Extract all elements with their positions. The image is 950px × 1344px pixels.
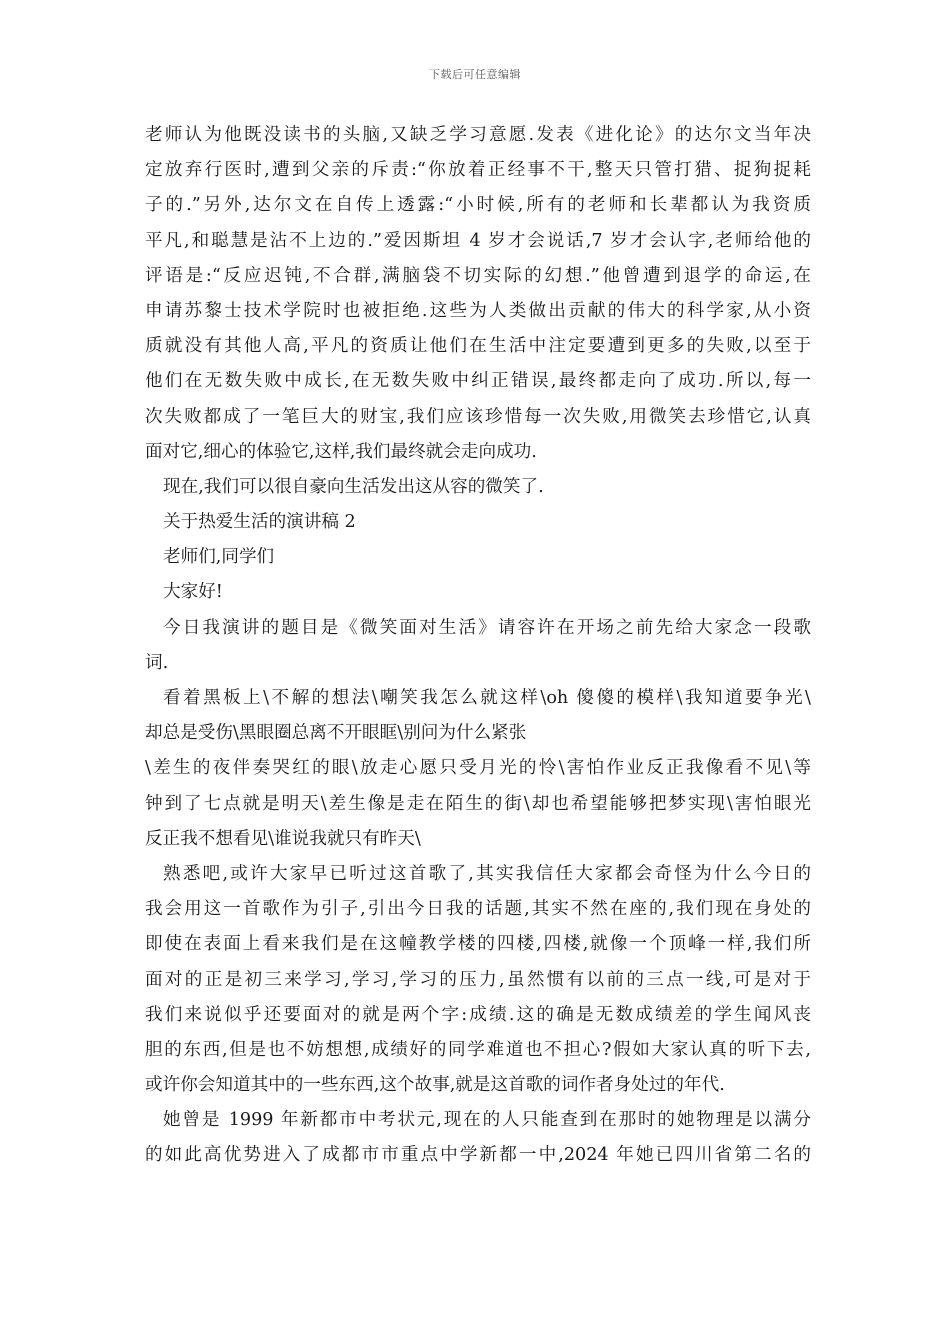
text-line: 她曾是 1999 年新都市中考状元,现在的人只能查到在那时的她物理是以满分 — [163, 1110, 811, 1131]
text-line: 熟悉吧,或许大家早已听过这首歌了,其实我信任大家都会奇怪为什么今日的 — [163, 863, 811, 884]
text-line: 即使在表面上看来我们是在这幢教学楼的四楼,四楼,就像一个顶峰一样,我们所 — [145, 934, 811, 955]
text-line: 胆的东西,但是也不妨想想,成绩好的同学难道也不担心?假如大家认真的听下去, — [145, 1039, 811, 1060]
text-line: 却总是受伤\黑眼圈总离不开眼眶\别问为什么紧张 — [145, 723, 527, 744]
page-header: 下载后可任意编辑 — [429, 68, 521, 81]
text-line: 面对它,细心的体验它,这样,我们最终就会走向成功. — [145, 441, 537, 462]
text-line: 词. — [145, 652, 169, 673]
text-line: 老师们,同学们 — [163, 547, 275, 568]
body-text — [145, 118, 811, 1174]
text-line: 我们来说似乎还要面对的就是两个字:成绩.这的确是无数成绩差的学生闻风丧 — [145, 1004, 811, 1025]
text-line: 评语是:“反应迟钝,不合群,满脑袋不切实际的幻想.”他曾遭到退学的命运,在 — [145, 265, 811, 286]
text-line: 平凡,和聪慧是沾不上边的.”爱因斯坦 4 岁才会说话,7 岁才会认字,老师给他的 — [145, 230, 811, 251]
text-line: 老师认为他既没读书的头脑,又缺乏学习意愿.发表《进化论》的达尔文当年决 — [145, 125, 811, 145]
text-line: 今日我演讲的题目是《微笑面对生活》请容许在开场之前先给大家念一段歌 — [163, 617, 811, 638]
text-line: 现在,我们可以很自豪向生活发出这从容的微笑了. — [163, 476, 544, 497]
text-line: 面对的正是初三来学习,学习,学习的压力,虽然惯有以前的三点一线,可是对于 — [145, 969, 811, 990]
text-line: 他们在无数失败中成长,在无数失败中纠正错误,最终都走向了成功.所以,每一 — [145, 371, 811, 392]
text-line: 的如此高优势进入了成都市市重点中学新都一中,2024 年她已四川省第二名的 — [145, 1145, 811, 1166]
text-line: 反正我不想看见\谁说我就只有昨天\ — [145, 828, 421, 849]
text-line: 关于热爱生活的演讲稿 2 — [163, 512, 356, 533]
text-line: 我会用这一首歌作为引子,引出今日我的话题,其实不然在座的,我们现在身处的 — [145, 899, 811, 920]
text-line: 子的.”另外,达尔文在自传上透露:“小时候,所有的老师和长辈都认为我资质 — [145, 195, 811, 216]
text-line: \差生的夜伴奏哭红的眼\放走心愿只受月光的怜\害怕作业反正我像看不见\等 — [145, 758, 811, 779]
text-line: 质就没有其他人高,平凡的资质让他们在生活中注定要遭到更多的失败,以至于 — [145, 336, 811, 357]
text-line: 或许你会知道其中的一些东西,这个故事,就是这首歌的词作者身处过的年代. — [145, 1075, 725, 1096]
text-line: 申请苏黎士技术学院时也被拒绝.这些为人类做出贡献的伟大的科学家,从小资 — [145, 300, 811, 321]
text-line: 定放弃行医时,遭到父亲的斥责:“你放着正经事不干,整天只管打猎、捉狗捉耗 — [145, 160, 811, 181]
text-line: 钟到了七点就是明天\差生像是走在陌生的街\却也希望能够把梦实现\害怕眼光 — [145, 793, 811, 814]
text-line: 次失败都成了一笔巨大的财宝,我们应该珍惜每一次失败,用微笑去珍惜它,认真 — [145, 406, 811, 427]
text-line: 看着黑板上\不解的想法\嘲笑我怎么就这样\oh 傻傻的模样\我知道要争光\ — [163, 688, 811, 708]
text-line: 大家好! — [163, 582, 223, 603]
